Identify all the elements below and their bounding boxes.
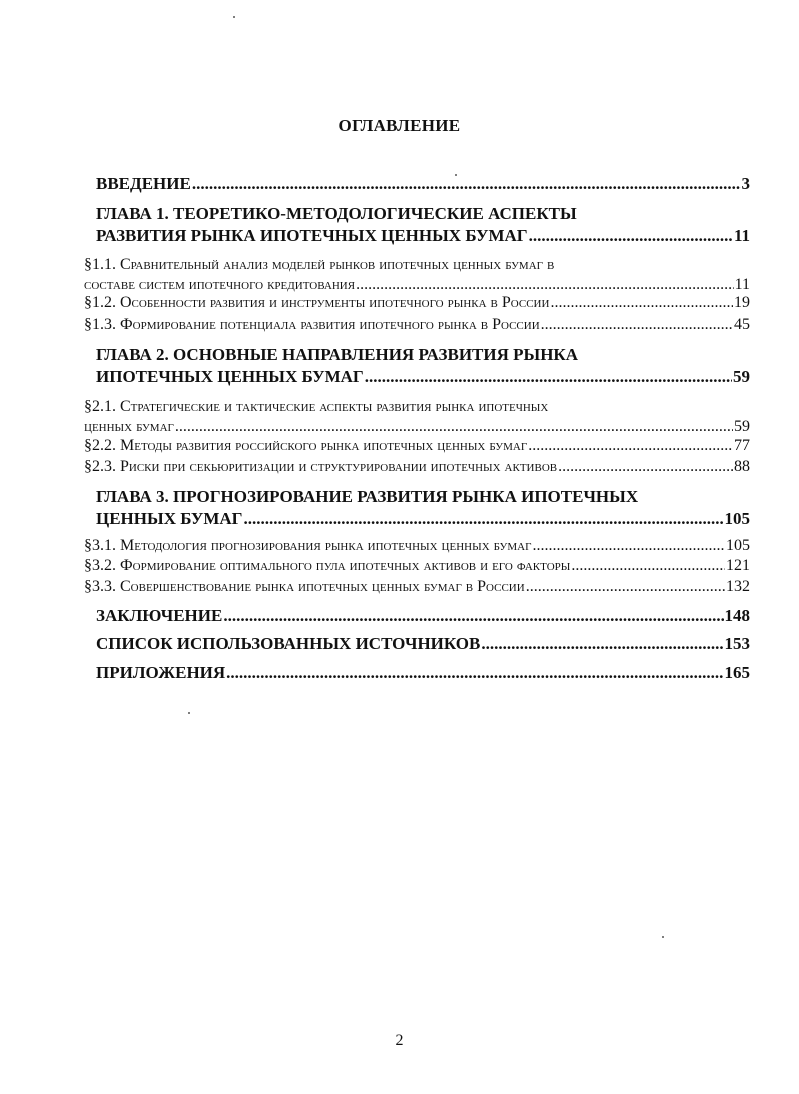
entry-label-line1: §2.1. Стратегические и тактические аспекты развития рынка ипотечных bbox=[84, 398, 549, 415]
leader-dots bbox=[175, 418, 733, 436]
entry-label: §1.3. Формирование потенциала развития ипотечного рынка в России bbox=[84, 316, 540, 333]
entry-label: ПРИЛОЖЕНИЯ bbox=[96, 663, 226, 682]
page-ref: 148 bbox=[724, 606, 750, 625]
entry-label-line1: ГЛАВА 1. ТЕОРЕТИКО-МЕТОДОЛОГИЧЕСКИЕ АСПЕКТЫ bbox=[96, 204, 577, 223]
entry-label-line2: ЦЕННЫХ БУМАГ bbox=[96, 509, 243, 528]
entry-label-line2: ИПОТЕЧНЫХ ЦЕННЫХ БУМАГ bbox=[96, 367, 364, 386]
entry-label: ВВЕДЕНИЕ bbox=[96, 174, 191, 193]
page-ref: 132 bbox=[726, 578, 750, 595]
leader-dots bbox=[529, 226, 733, 246]
toc-entry-section-2-1[interactable] bbox=[84, 396, 750, 436]
toc-entry-section-3-3[interactable] bbox=[84, 578, 750, 596]
page-ref: 19 bbox=[734, 294, 750, 311]
toc-title: ОГЛАВЛЕНИЕ bbox=[338, 116, 461, 135]
toc-entry-appendix[interactable] bbox=[96, 663, 750, 683]
leader-dots bbox=[532, 537, 725, 555]
toc-entry-chapter-1[interactable] bbox=[96, 202, 750, 246]
toc-entry-section-2-2[interactable] bbox=[84, 437, 750, 455]
page-ref: 77 bbox=[734, 437, 750, 454]
page-ref: 105 bbox=[724, 509, 750, 528]
scan-speck bbox=[188, 712, 190, 714]
toc-entry-sources[interactable] bbox=[96, 634, 750, 654]
toc-entry-introduction[interactable] bbox=[96, 174, 750, 194]
entry-label-line2: составе систем ипотечного кредитования bbox=[84, 276, 356, 293]
leader-dots bbox=[365, 367, 732, 387]
toc-entry-chapter-3[interactable] bbox=[96, 485, 750, 529]
toc-entry-section-2-3[interactable] bbox=[84, 458, 750, 476]
page-ref: 165 bbox=[724, 663, 750, 682]
toc-entry-chapter-2[interactable] bbox=[96, 343, 750, 387]
leader-dots bbox=[192, 174, 741, 194]
leader-dots bbox=[550, 294, 733, 312]
toc-entry-conclusion[interactable] bbox=[96, 606, 750, 626]
page-ref: 121 bbox=[726, 557, 750, 574]
entry-label-line1: §1.1. Сравнительный анализ моделей рынков ипотечных ценных бумаг в bbox=[84, 256, 555, 273]
entry-label: §3.3. Совершенствование рынка ипотечных ценных бумаг в России bbox=[84, 578, 525, 595]
page-ref: 59 bbox=[734, 418, 750, 435]
leader-dots bbox=[528, 437, 733, 455]
toc-entry-section-3-1[interactable] bbox=[84, 537, 750, 555]
entry-label: §1.2. Особенности развития и инструменты ипотечного рынка в России bbox=[84, 294, 550, 311]
toc-entry-section-1-3[interactable] bbox=[84, 316, 750, 334]
leader-dots bbox=[226, 663, 723, 683]
page-ref: 45 bbox=[734, 316, 750, 333]
entry-label: СПИСОК ИСПОЛЬЗОВАННЫХ ИСТОЧНИКОВ bbox=[96, 634, 481, 653]
entry-label: §3.1. Методология прогнозирования рынка ипотечных ценных бумаг bbox=[84, 537, 532, 554]
entry-label-line1: ГЛАВА 3. ПРОГНОЗИРОВАНИЕ РАЗВИТИЯ РЫНКА ИПОТЕЧНЫХ bbox=[96, 487, 639, 506]
page-ref: 11 bbox=[733, 226, 750, 245]
page-ref: 11 bbox=[734, 276, 750, 293]
page-ref: 59 bbox=[733, 367, 750, 386]
entry-label: §2.3. Риски при секьюритизации и структурировании ипотечных активов bbox=[84, 458, 558, 475]
leader-dots bbox=[541, 316, 733, 334]
toc-entry-section-1-1[interactable] bbox=[84, 254, 750, 294]
leader-dots bbox=[243, 509, 723, 529]
scan-speck bbox=[233, 16, 235, 18]
page-ref: 153 bbox=[724, 634, 750, 653]
entry-label-line1: ГЛАВА 2. ОСНОВНЫЕ НАПРАВЛЕНИЯ РАЗВИТИЯ РЫНКА bbox=[96, 345, 579, 364]
leader-dots bbox=[356, 276, 734, 294]
leader-dots bbox=[571, 557, 725, 575]
toc-entry-section-3-2[interactable] bbox=[84, 557, 750, 575]
entry-label: §3.2. Формирование оптимального пула ипотечных активов и его факторы bbox=[84, 557, 571, 574]
leader-dots bbox=[223, 606, 723, 626]
leader-dots bbox=[481, 634, 723, 654]
entry-label: ЗАКЛЮЧЕНИЕ bbox=[96, 606, 223, 625]
entry-label-line2: РАЗВИТИЯ РЫНКА ИПОТЕЧНЫХ ЦЕННЫХ БУМАГ bbox=[96, 226, 528, 245]
entry-label: §2.2. Методы развития российского рынка ипотечных ценных бумаг bbox=[84, 437, 528, 454]
page-ref: 3 bbox=[741, 174, 750, 193]
leader-dots bbox=[526, 578, 725, 596]
entry-label-line2: ценных бумаг bbox=[84, 418, 174, 435]
leader-dots bbox=[558, 458, 733, 476]
page-ref: 88 bbox=[734, 458, 750, 475]
scan-speck bbox=[662, 936, 664, 938]
page-number: 2 bbox=[395, 1032, 404, 1049]
page-ref: 105 bbox=[726, 537, 750, 554]
toc-entry-section-1-2[interactable] bbox=[84, 294, 750, 312]
